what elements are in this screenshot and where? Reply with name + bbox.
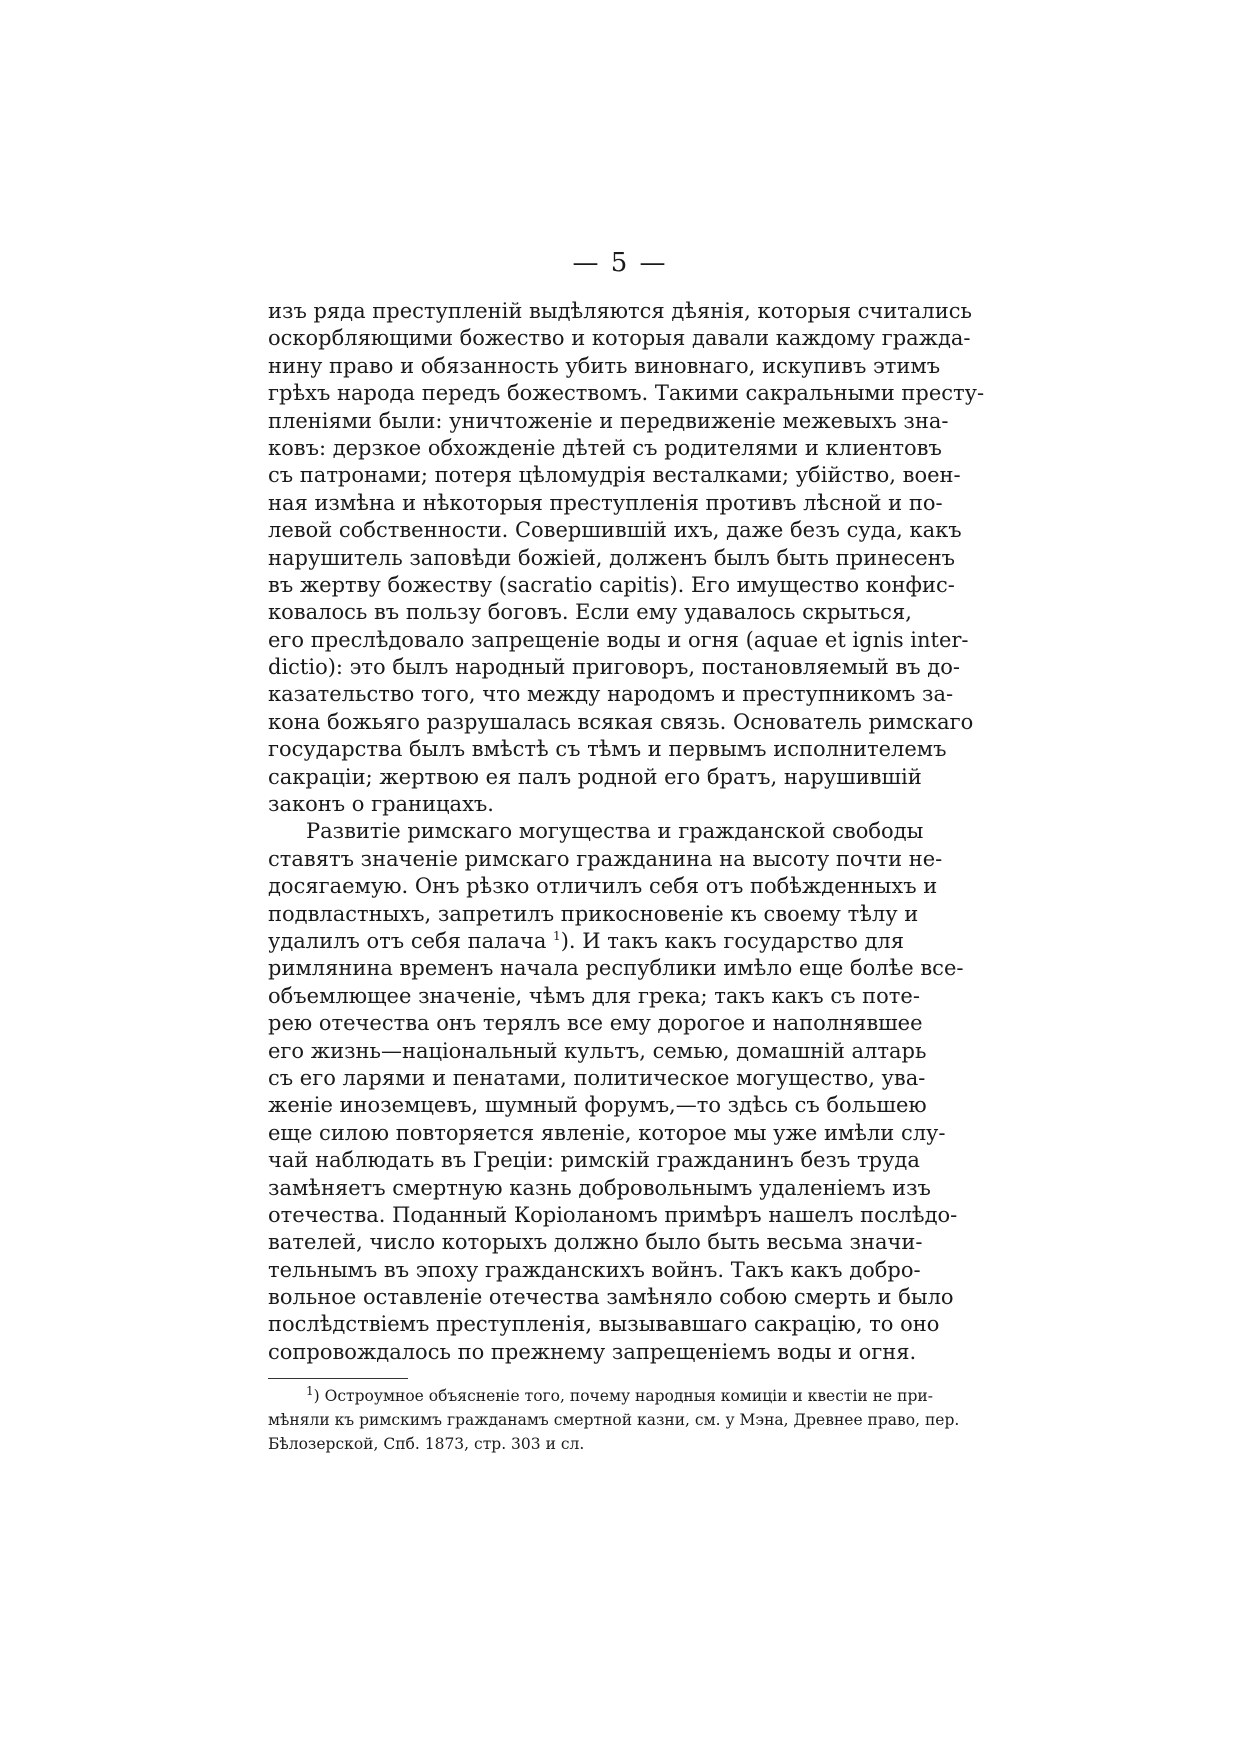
text-line: отечества. Поданный Коріоланомъ примѣръ нашелъ послѣдо- (268, 1202, 958, 1227)
text-line: съ его ларями и пенатами, политическое могущество, ува- (268, 1065, 926, 1090)
text-line: вателей, число которыхъ должно было быть весьма значи- (268, 1230, 923, 1255)
text-line: замѣняетъ смертную казнь добровольнымъ удаленіемъ изъ (268, 1175, 931, 1200)
text-line: нину право и обязанность убить виновнаго, искупивъ этимъ (268, 353, 941, 378)
text-line: послѣдствіемъ преступленія, вызывавшаго сакрацію, то оно (268, 1312, 940, 1337)
paragraph-1 (268, 298, 985, 818)
text-line: законъ о границахъ. (268, 792, 494, 817)
text-line: нарушитель заповѣди божіей, долженъ былъ быть принесенъ (268, 545, 956, 570)
text-line: объемлющее значеніе, чѣмъ для грека; такъ какъ съ поте- (268, 983, 920, 1008)
text-line: казательство того, что между народомъ и преступникомъ за- (268, 682, 954, 707)
text-line: его преслѣдовало запрещеніе воды и огня (aquae et ignis inter- (268, 627, 969, 652)
footnote-marker: 1 (306, 1383, 314, 1398)
text-line: Развитіе римскаго могущества и гражданской свободы (306, 819, 924, 844)
text-line: пленіями были: уничтоженіе и передвиженіе межевыхъ зна- (268, 408, 949, 433)
footnote-reference[interactable]: 1 (553, 928, 561, 943)
body-text (268, 298, 985, 1366)
text-line: государства былъ вмѣстѣ съ тѣмъ и первымъ исполнителемъ (268, 737, 947, 762)
text-line-with-footnote-ref (268, 928, 948, 955)
text-line: кона божьяго разрушалась всякая связь. Основатель римскаго (268, 709, 974, 734)
footnote (268, 1383, 960, 1456)
text-line: въ жертву божеству (sacratio capitis). Его имущество конфис- (268, 572, 955, 597)
text-line: тельнымъ въ эпоху гражданскихъ войнъ. Такъ какъ добро- (268, 1257, 921, 1282)
footnote-line (268, 1384, 948, 1408)
text-line: оскорбляющими божество и которыя давали каждому гражда- (268, 326, 971, 351)
text-line: ная измѣна и нѣкоторыя преступленія противъ лѣсной и по- (268, 490, 943, 515)
footnote-line: мѣняли къ римскимъ гражданамъ смертной казни, см. у Мэна, Древнее право, пер. (268, 1411, 960, 1429)
footnote-divider (268, 1378, 408, 1379)
footnote-line: Бѣлозерской, Спб. 1873, стр. 303 и сл. (268, 1435, 585, 1453)
text-line: ковалось въ пользу боговъ. Если ему удавалось скрыться, (268, 600, 912, 625)
text-line: его жизнь—національный культъ, семью, домашній алтарь (268, 1038, 927, 1063)
text-line: грѣхъ народа передъ божествомъ. Такими сакральными престу- (268, 381, 985, 406)
footnote-text: $^1$) Остроумное объясненіе того, почему народныя комиціи и квестіи не при- (306, 1383, 933, 1405)
text-segment: удалилъ отъ себя палача $^1$). И такъ какъ государство для (268, 928, 905, 953)
text-line: изъ ряда преступленій выдѣляются дѣянія, которыя считались (268, 299, 972, 323)
text-line: ковъ: дерзкое обхожденіе дѣтей съ родителями и клиентовъ (268, 435, 942, 460)
text-line: сакраціи; жертвою ея палъ родной его братъ, нарушившій (268, 764, 922, 789)
page-number: — 5 — (572, 248, 668, 278)
text-line: досягаемую. Онъ рѣзко отличилъ себя отъ побѣжденныхъ и (268, 874, 938, 899)
text-line: римлянина временъ начала республики имѣло еще болѣе все- (268, 956, 964, 981)
text-line: левой собственности. Совершившій ихъ, даже безъ суда, какъ (268, 518, 962, 543)
text-line: рею отечества онъ терялъ все ему дорогое и наполнявшее (268, 1011, 923, 1036)
text-line: чай наблюдать въ Греціи: римскій гражданинъ безъ труда (268, 1148, 920, 1173)
text-line: подвластныхъ, запретилъ прикосновеніе къ своему тѣлу и (268, 901, 919, 926)
text-line: dictio): это былъ народный приговоръ, постановляемый въ до- (268, 655, 960, 680)
text-line: женіе иноземцевъ, шумный форумъ,—то здѣсь съ большею (268, 1093, 927, 1118)
text-line: вольное оставленіе отечества замѣняло собою смерть и было (268, 1285, 954, 1310)
paragraph-2 (268, 818, 964, 1366)
text-line: съ патронами; потеря цѣломудрія весталками; убійство, воен- (268, 463, 961, 488)
text-line: еще силою повторяется явленіе, которое мы уже имѣли слу- (268, 1120, 946, 1145)
text-line: ставятъ значеніе римскаго гражданина на высоту почти не- (268, 846, 943, 871)
text-line: сопровождалось по прежнему запрещеніемъ воды и огня. (268, 1339, 917, 1364)
